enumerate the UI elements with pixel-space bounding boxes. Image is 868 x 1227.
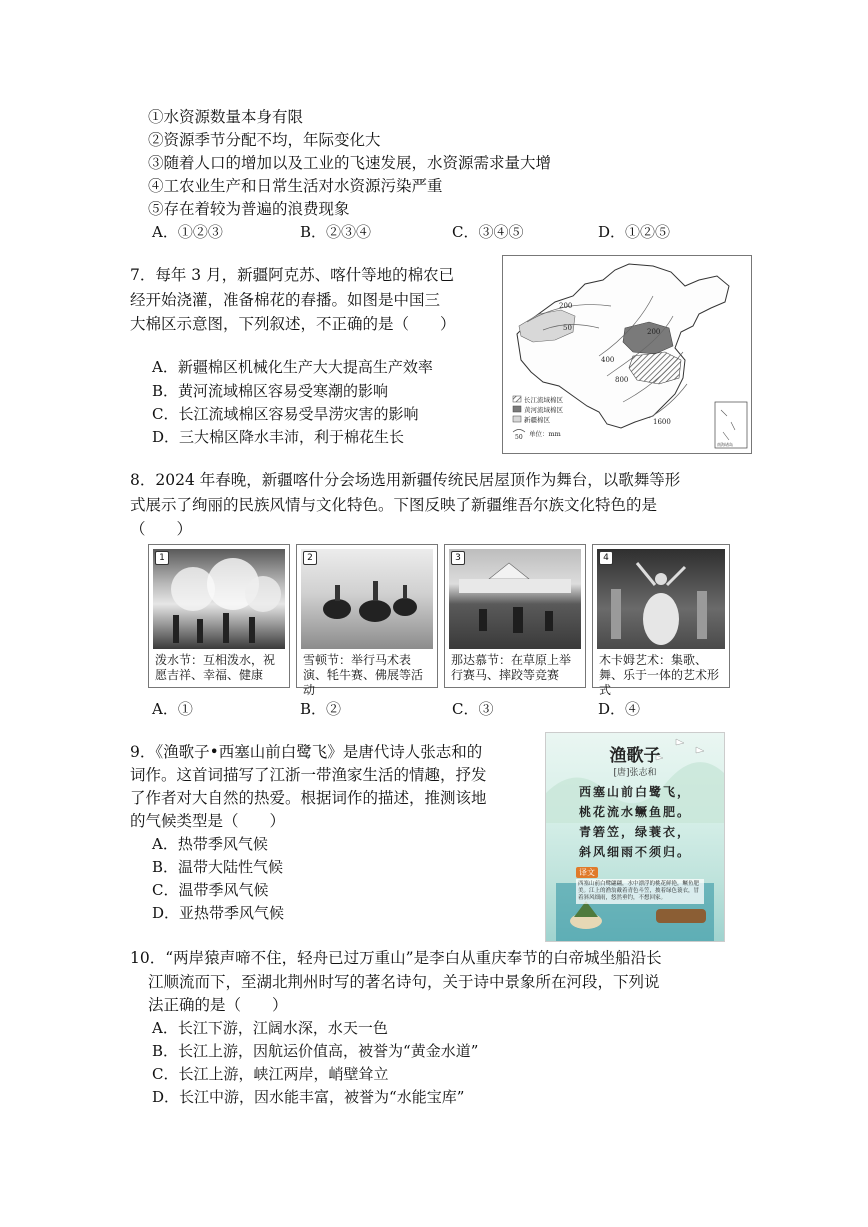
q7-option-b[interactable]: B．黄河流域棉区容易受寒潮的影响 [152, 382, 389, 400]
q10-stem-line-2: 江顺流而下，至湖北荆州时写的著名诗句，关于诗中景象所在河段，下列说 [148, 973, 660, 991]
q9-option-c[interactable]: C．温带季风气候 [152, 881, 269, 899]
q7-stem-line-3: 大棉区示意图，下列叙述，不正确的是（ ） [130, 315, 456, 333]
q8-panel-3 [444, 544, 586, 688]
q8-panel-1 [148, 544, 290, 688]
poem-note: 西塞山前白鹭翩翩，水中漂浮的桃花鲜艳，鳜鱼肥美。江上的渔翁戴着青色斗笠，披着绿色蓑衣，冒着斜风细雨，悠然垂钓，不想回家。 [576, 879, 704, 904]
q9-stem-line-2: 词作。这首词描写了江浙一带渔家生活的情趣，抒发 [130, 766, 487, 784]
q8-option-c[interactable]: C．③ [452, 700, 494, 718]
q9-stem-line-1: 9．《渔歌子•西塞山前白鹭飞》是唐代诗人张志和的 [130, 743, 483, 761]
q10-option-a[interactable]: A．长江下游，江阔水深，水天一色 [152, 1019, 388, 1037]
poem-line-3: 青箬笠，绿蓑衣， [578, 825, 691, 839]
legend-xinjiang: 新疆棉区 [524, 416, 550, 424]
panel-1-caption: 泼水节：互相泼水，祝愿吉祥、幸福、健康 [155, 653, 276, 682]
isoline-label-400: 400 [601, 356, 615, 364]
q6-statement-5: ⑤存在着较为普遍的浪费现象 [148, 200, 350, 218]
q8-panel-4 [592, 544, 730, 697]
q7-option-d[interactable]: D．三大棉区降水丰沛，利于棉花生长 [152, 428, 405, 446]
cotton-region-map [502, 255, 752, 454]
legend-unit: 单位：mm [529, 430, 561, 438]
q9-option-d[interactable]: D．亚热带季风气候 [152, 904, 285, 922]
poem-line-2: 桃花流水鳜鱼肥。 [578, 805, 691, 819]
panel-3-caption: 那达慕节：在草原上举行赛马、摔跤等竞赛 [451, 653, 572, 682]
poem-note-label: 译文 [576, 867, 598, 878]
q9-option-b[interactable]: B．温带大陆性气候 [152, 858, 284, 876]
q10-option-b[interactable]: B．长江上游，因航运价值高，被誉为“黄金水道” [152, 1042, 479, 1060]
q9-option-a[interactable]: A．热带季风气候 [152, 835, 268, 853]
panel-3-number: 3 [451, 551, 465, 565]
china-map-svg [503, 256, 751, 453]
q10-stem-line-3: 法正确的是（ ） [148, 996, 288, 1014]
poem-line-4: 斜风细雨不须归。 [578, 845, 691, 859]
q8-stem-line-3: （ ） [130, 520, 193, 538]
panel-2-number: 2 [303, 551, 317, 565]
shoton-festival-photo [301, 549, 433, 649]
q8-stem-line-1: 8．2024 年春晚，新疆喀什分会场选用新疆传统民居屋顶作为舞台，以歌舞等形 [130, 471, 681, 489]
panel-4-caption: 木卡姆艺术：集歌、舞、乐于一体的艺术形式 [599, 653, 720, 697]
poem-author: [唐]张志和 [613, 768, 657, 778]
panel-2-caption: 雪顿节：举行马术表演、牦牛赛、佛展等活动 [303, 653, 424, 697]
q8-panel-2 [296, 544, 438, 697]
q6-statement-4: ④工农业生产和日常生活对水资源污染严重 [148, 177, 443, 195]
q7-stem-line-1: 7．每年 3 月，新疆阿克苏、喀什等地的棉农已 [130, 266, 455, 284]
poem-illustration [545, 732, 725, 942]
q8-option-a[interactable]: A．① [152, 700, 193, 718]
q6-option-d[interactable]: D．①②⑤ [598, 223, 671, 241]
q8-option-d[interactable]: D．④ [598, 700, 641, 718]
q8-option-b[interactable]: B．② [300, 700, 342, 718]
yangtze-cotton-region [629, 352, 681, 384]
q6-statement-1: ①水资源数量本身有限 [148, 108, 304, 126]
inset-label: 南海诸岛 [717, 442, 733, 447]
q6-statement-2: ②资源季节分配不均，年际变化大 [148, 131, 381, 149]
isoline-label-200a: 200 [559, 302, 573, 310]
isoline-label-1600: 1600 [653, 418, 671, 426]
q6-option-b[interactable]: B．②③④ [300, 223, 372, 241]
q10-stem-line-1: 10．“两岸猿声啼不住，轻舟已过万重山”是李白从重庆奉节的白帝城坐船沿长 [130, 949, 662, 967]
isoline-label-50a: 50 [563, 324, 572, 332]
panel-4-number: 4 [599, 551, 613, 565]
yellow-river-cotton-region [623, 322, 673, 354]
q8-stem-line-2: 式展示了绚丽的民族风情与文化特色。下图反映了新疆维吾尔族文化特色的是 [130, 496, 658, 514]
q7-option-a[interactable]: A．新疆棉区机械化生产大大提高生产效率 [152, 358, 433, 376]
q6-option-c[interactable]: C．③④⑤ [452, 223, 524, 241]
legend-yangtze: 长江流域棉区 [524, 396, 563, 404]
panel-1-number: 1 [155, 551, 169, 565]
legend-yellow-river: 黄河流域棉区 [524, 406, 563, 414]
isoline-label-200b: 200 [647, 328, 661, 336]
muqam-art-photo [597, 549, 725, 649]
q10-option-c[interactable]: C．长江上游，峡江两岸，峭壁耸立 [152, 1065, 389, 1083]
q6-statement-3: ③随着人口的增加以及工业的飞速发展，水资源需求量大增 [148, 154, 552, 172]
isoline-label-800: 800 [615, 376, 629, 384]
q7-option-c[interactable]: C．长江流域棉区容易受旱涝灾害的影响 [152, 405, 419, 423]
q10-option-d[interactable]: D．长江中游，因水能丰富，被誉为“水能宝库” [152, 1088, 465, 1106]
poem-line-1: 西塞山前白鹭飞， [578, 785, 691, 799]
q6-option-a[interactable]: A．①②③ [152, 223, 223, 241]
naadam-festival-photo [449, 549, 581, 649]
q9-stem-line-3: 了作者对大自然的热爱。根据词作的描述，推测该地 [130, 789, 487, 807]
q9-stem-line-4: 的气候类型是（ ） [130, 812, 286, 830]
q7-stem-line-2: 经开始浇灌，准备棉花的春播。如图是中国三 [130, 291, 441, 309]
legend-isoline-50: 50 [515, 434, 523, 441]
water-splashing-photo [153, 549, 285, 649]
poem-title: 渔歌子 [609, 746, 661, 766]
